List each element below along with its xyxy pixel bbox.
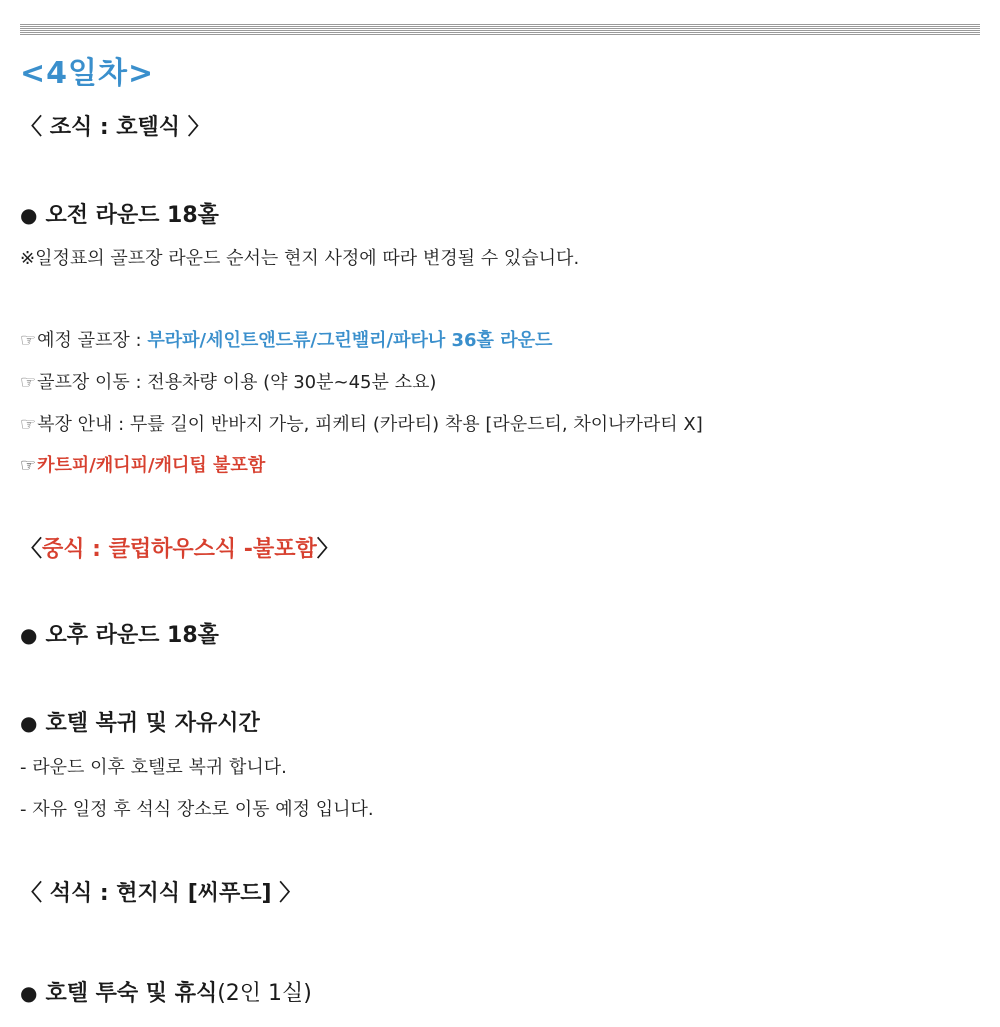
pointing-hand-icon: ☞ (20, 414, 37, 435)
transfer-text: 골프장 이동 : 전용차량 이용 (약 30분~45분 소요) (37, 372, 437, 393)
pointing-hand-icon: ☞ (20, 372, 37, 393)
course-label: 예정 골프장 : (37, 330, 148, 351)
hotel-return-line-2: - 자유 일정 후 석식 장소로 이동 예정 입니다. (20, 799, 374, 820)
hotel-return-title: 호텔 복귀 및 자유시간 (45, 711, 260, 736)
pointing-hand-icon: ☞ (20, 330, 37, 351)
bullet-icon: ● (20, 203, 38, 227)
morning-round-heading (20, 198, 219, 229)
bracket-open: 〈 (20, 881, 43, 906)
breakfast-heading (20, 110, 210, 141)
pointing-hand-icon: ☞ (20, 455, 37, 476)
hotel-return-heading (20, 706, 260, 737)
transfer-line (20, 368, 436, 394)
bracket-close: 〉 (316, 537, 339, 562)
hotel-stay-heading (20, 976, 312, 1007)
afternoon-round-title: 오후 라운드 18홀 (45, 623, 219, 648)
morning-round-title: 오전 라운드 18홀 (45, 203, 219, 228)
course-line (20, 326, 552, 352)
fees-text: 카트피/캐디피/캐디팁 불포함 (37, 455, 266, 476)
bracket-close: 〉 (279, 881, 302, 906)
breakfast-text: 조식 : 호텔식 (49, 115, 181, 140)
dinner-text: 석식 : 현지식 [씨푸드] (49, 881, 272, 906)
bracket-open: 〈 (20, 537, 43, 562)
schedule-note: ※일정표의 골프장 라운드 순서는 현지 사정에 따라 변경될 수 있습니다. (20, 248, 580, 269)
hotel-stay-title: 호텔 투숙 및 휴식 (45, 981, 218, 1006)
bracket-close: 〉 (187, 115, 210, 140)
hotel-stay-suffix: (2인 1실) (217, 981, 312, 1006)
dinner-heading (20, 876, 301, 907)
hotel-return-line-1: - 라운드 이후 호텔로 복귀 합니다. (20, 757, 287, 778)
bullet-icon: ● (20, 711, 38, 735)
day-title: <4일차> (20, 56, 155, 91)
bullet-icon: ● (20, 623, 38, 647)
dress-code-line (20, 410, 703, 436)
lunch-heading (20, 532, 339, 563)
top-divider (20, 24, 980, 35)
bullet-icon: ● (20, 981, 38, 1005)
lunch-text: 중식 : 클럽하우스식 -불포함 (42, 537, 317, 562)
bracket-open: 〈 (20, 115, 43, 140)
course-value: 부라파/세인트앤드류/그린밸리/파타나 36홀 라운드 (147, 330, 553, 351)
afternoon-round-heading (20, 618, 219, 649)
dress-code-text: 복장 안내 : 무릎 길이 반바지 가능, 피케티 (카라티) 착용 [라운드티, 차이나카라티 X] (37, 414, 703, 435)
fees-line (20, 451, 265, 477)
